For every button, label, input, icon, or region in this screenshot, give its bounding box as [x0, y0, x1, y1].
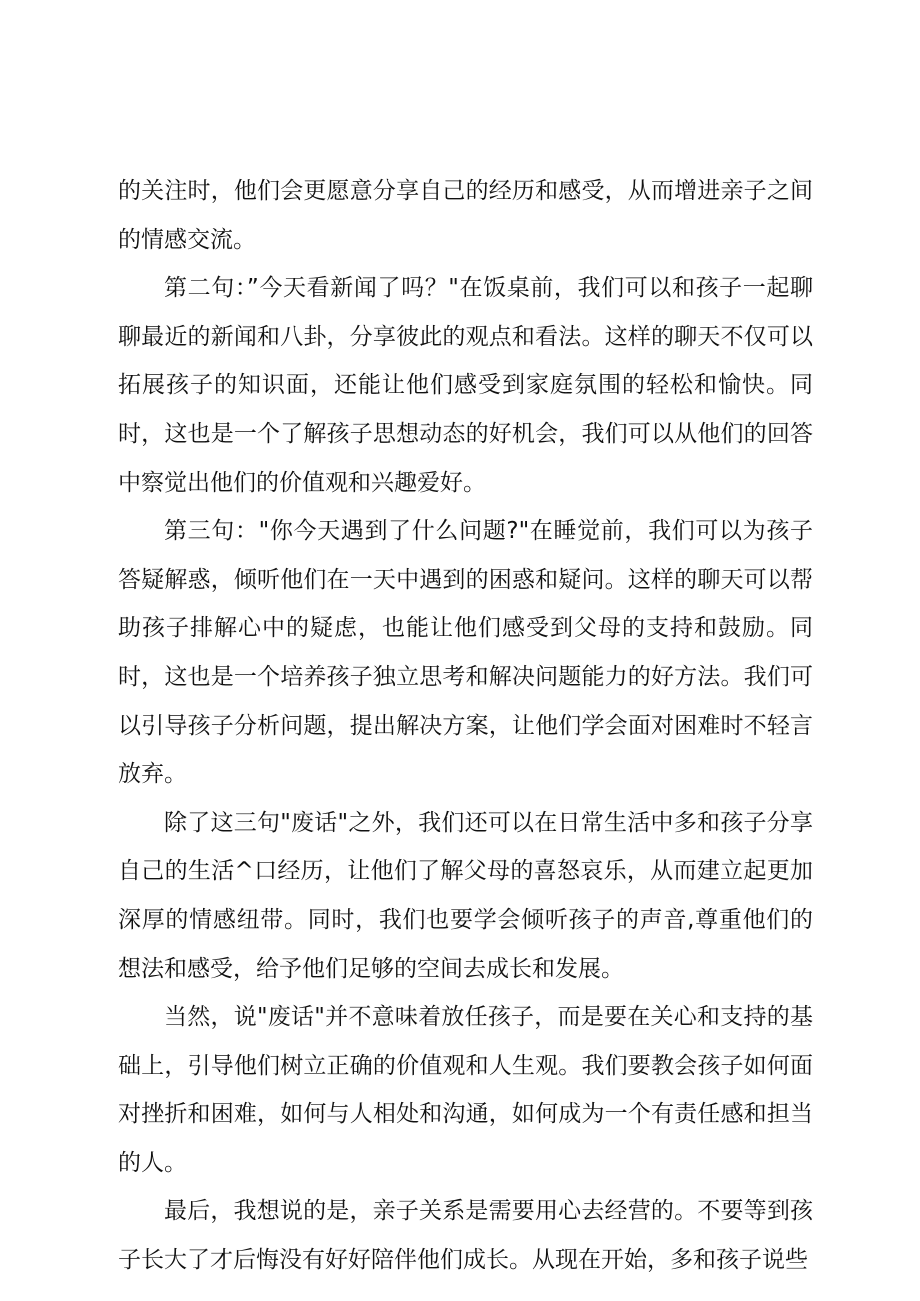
paragraph-finally: 最后，我想说的是，亲子关系是需要用心去经营的。不要等到孩子长大了才后悔没有好好陪伴他们成长。从现在开始，多和孩子说些	[118, 1198, 813, 1274]
paragraph-third-sentence: 第三句："你今天遇到了什么问题?"在睡觉前，我们可以为孩子答疑解惑，倾听他们在一天中遇到的困惑和疑问。这样的聊天可以帮助孩子排解心中的疑虑，也能让他们感受到父母的支持和鼓励。同时，这也是一个培养孩子独立思考和解决问题能力的好方法。我们可以引导孩子分析问题，提出解决方案，让他们学会面对困难时不轻言放弃。	[118, 518, 813, 788]
paragraph-second-sentence: 第二句：”今天看新闻了吗？"在饭桌前，我们可以和孩子一起聊聊最近的新闻和八卦，分享彼此的观点和看法。这样的聊天不仅可以拓展孩子的知识面，还能让他们感受到家庭氛围的轻松和愉快。同时，这也是一个了解孩子思想动态的好机会，我们可以从他们的回答中察觉出他们的价值观和兴趣爱好。	[118, 275, 813, 496]
document-body	[118, 167, 813, 1285]
paragraph-besides: 除了这三句"废话"之外，我们还可以在日常生活中多和孩子分享自己的生活^口经历，让他们了解父母的喜怒哀乐，从而建立起更加深厚的情感纽带。同时，我们也要学会倾听孩子的声音,尊重他们的想法和感受，给予他们足够的空间去成长和发展。	[118, 809, 813, 982]
paragraph-continuation: 的关注时，他们会更愿意分享自己的经历和感受，从而增进亲子之间的情感交流。	[118, 178, 813, 253]
paragraph-of-course: 当然，说"废话"并不意味着放任孩子，而是要在关心和支持的基础上，引导他们树立正确的价值观和人生观。我们要教会孩子如何面对挫折和困难，如何与人相处和沟通，如何成为一个有责任感和担当的人。	[118, 1004, 813, 1176]
